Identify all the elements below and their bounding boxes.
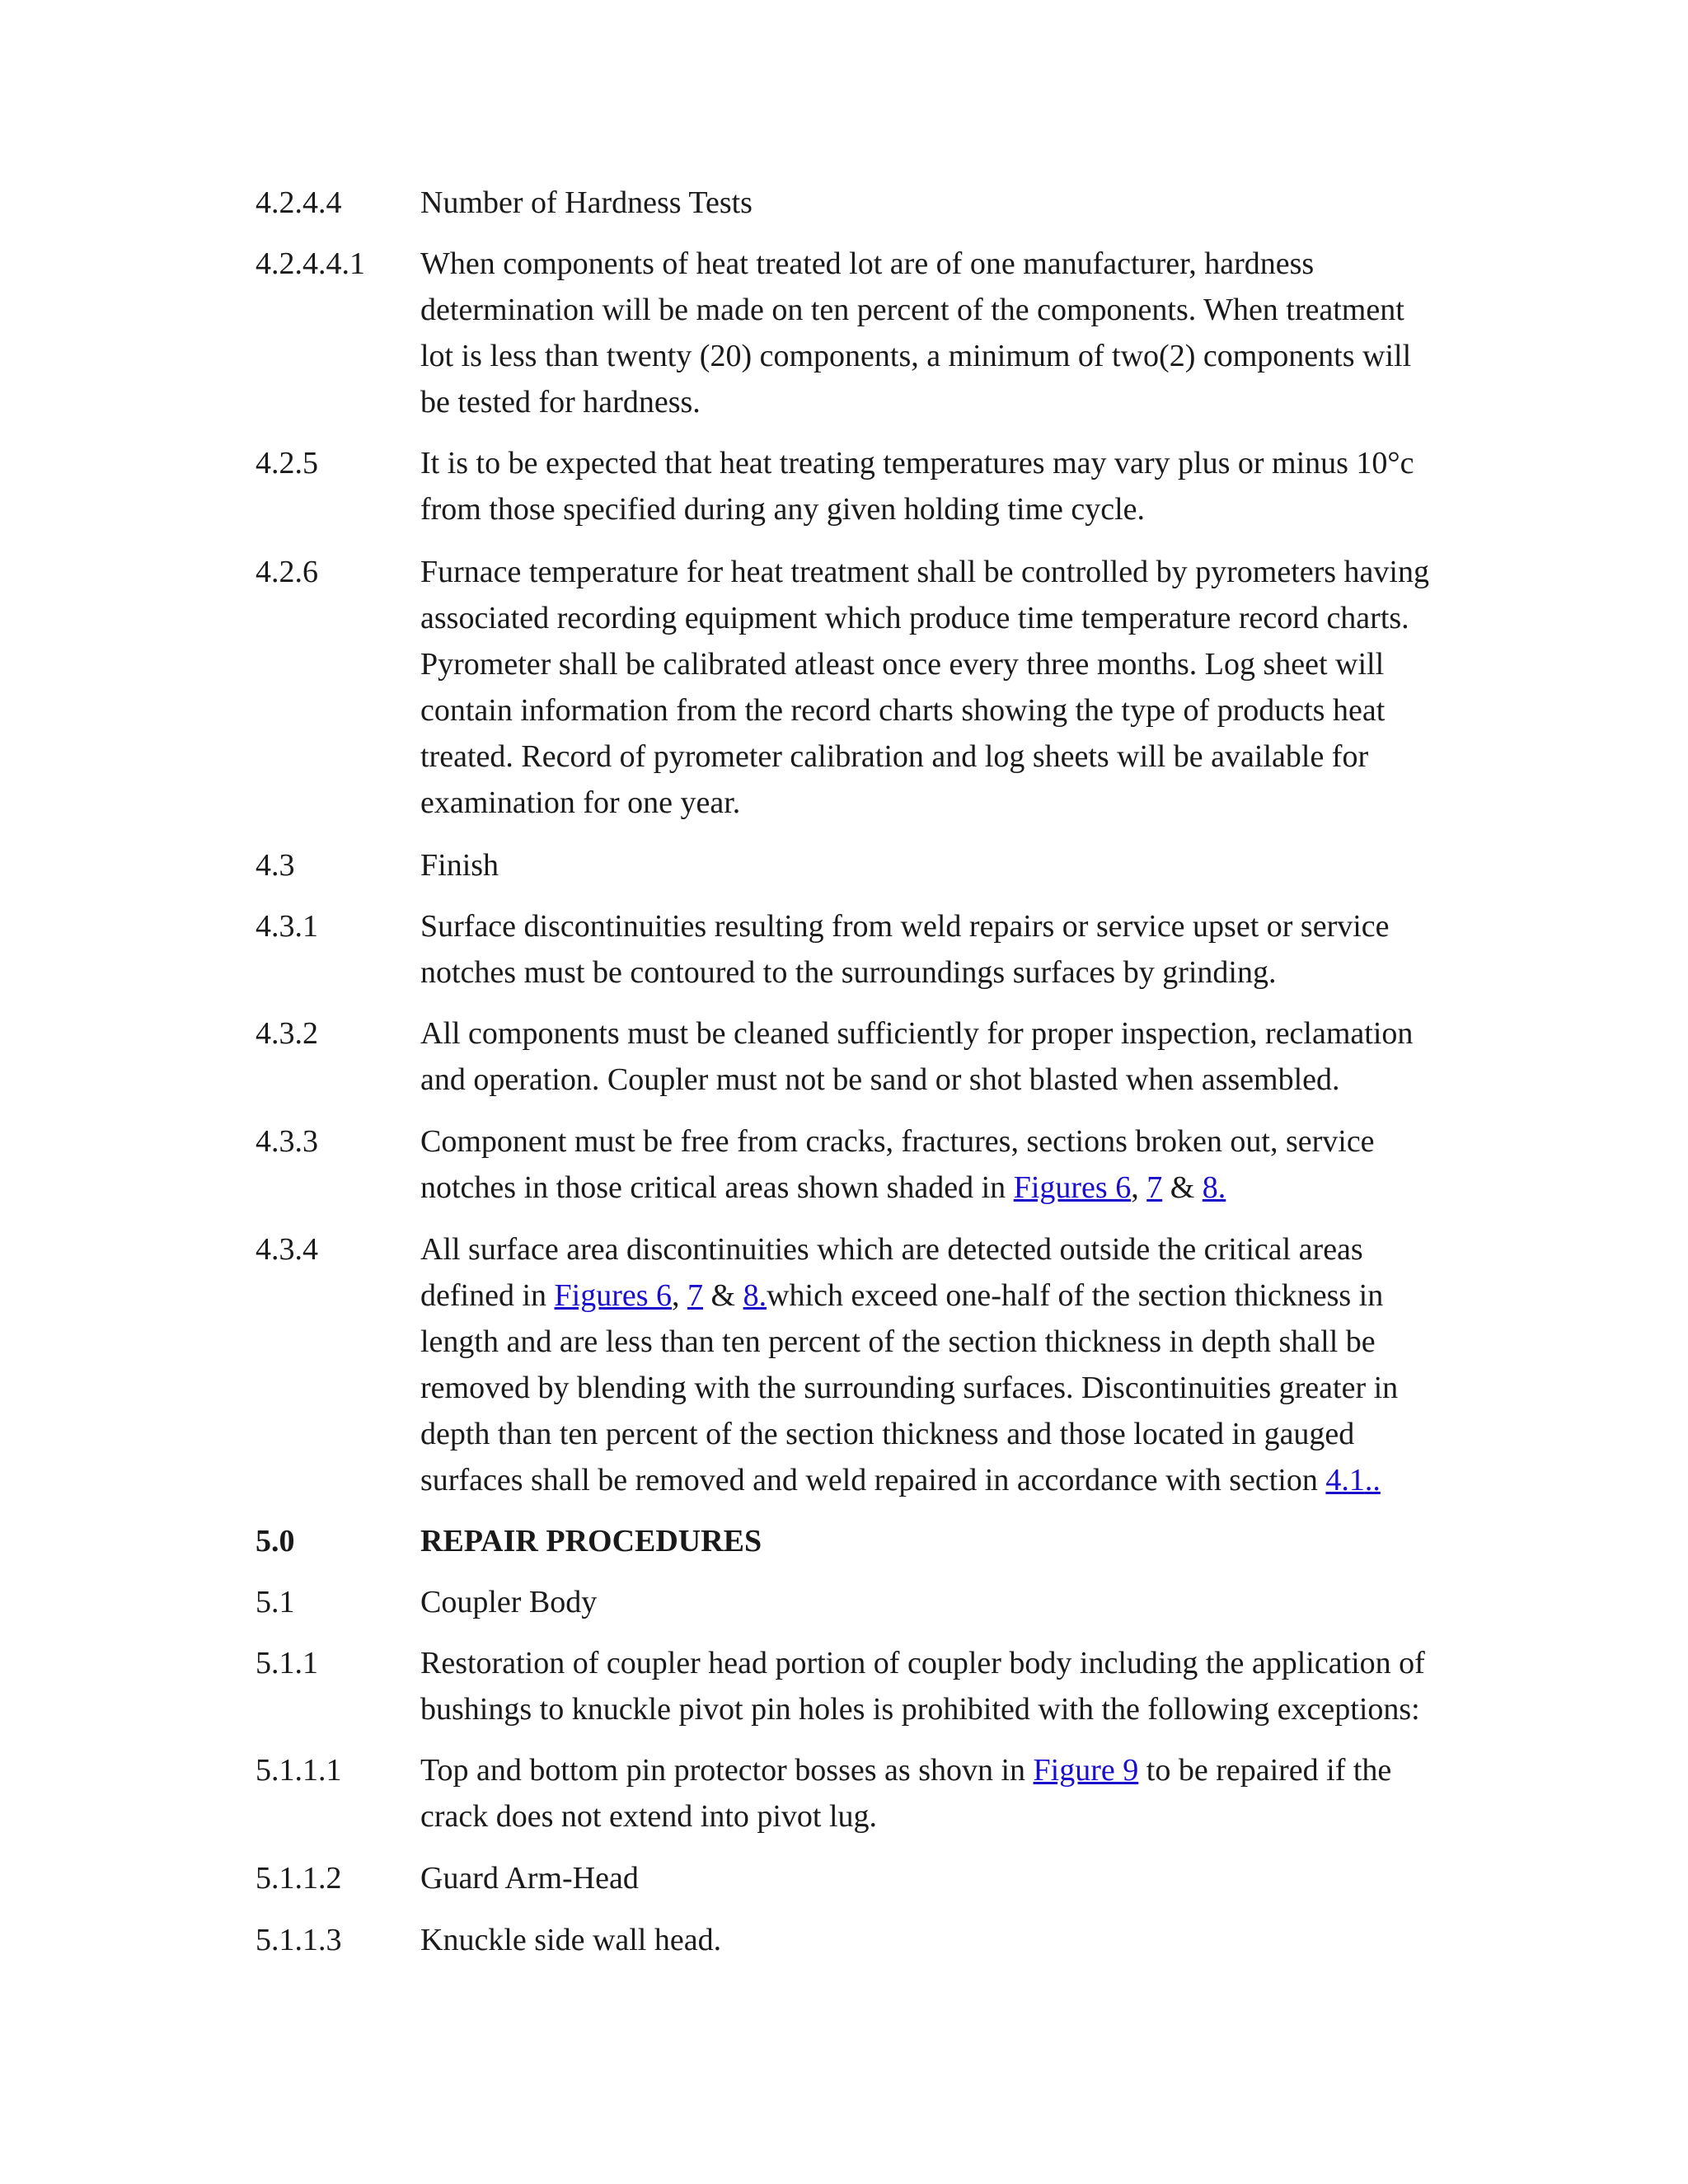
clause-text: Number of Hardness Tests xyxy=(420,185,753,220)
clause-number: 5.1.1.3 xyxy=(256,1923,342,1957)
clause-5-1 xyxy=(256,1579,1434,1625)
section-heading: REPAIR PROCEDURES xyxy=(420,1524,762,1558)
clause-4-3-4 xyxy=(256,1226,1434,1503)
clause-number: 4.3.2 xyxy=(256,1016,318,1051)
clause-4-3-2 xyxy=(256,1010,1434,1103)
clause-number: 4.2.4.4 xyxy=(256,185,342,220)
clause-4-3-1 xyxy=(256,903,1434,996)
clause-text: Knuckle side wall head. xyxy=(420,1923,722,1957)
clause-text xyxy=(420,1226,1434,1503)
clause-4-2-5 xyxy=(256,440,1434,532)
clause-text: Coupler Body xyxy=(420,1585,598,1619)
clause-4-2-4-4-1 xyxy=(256,241,1434,425)
clause-text: Restoration of coupler head portion of coupler body including the application of bushings to knuckle pivot pin holes is prohibited with the following exceptions: xyxy=(420,1646,1425,1727)
clause-text: Finish xyxy=(420,848,499,883)
link-figure-8[interactable]: 8. xyxy=(743,1278,767,1313)
clause-number: 4.3 xyxy=(256,848,295,883)
separator: & xyxy=(1162,1170,1203,1205)
clause-text: All components must be cleaned sufficiently for proper inspection, reclamation and operation. Coupler must not be sand or shot blasted when assembled. xyxy=(420,1016,1414,1097)
clause-4-3-3 xyxy=(256,1118,1434,1211)
separator: , xyxy=(672,1278,688,1313)
clause-text xyxy=(420,1118,1434,1211)
clause-4-3 xyxy=(256,842,1434,888)
clause-number: 4.2.4.4.1 xyxy=(256,246,365,281)
clause-text: Guard Arm-Head xyxy=(420,1861,639,1896)
clause-text xyxy=(420,1747,1434,1840)
link-figure-7[interactable]: 7 xyxy=(1146,1170,1163,1205)
separator: , xyxy=(1131,1170,1147,1205)
clause-text-part: to be repaired if the crack does not extend into pivot lug. xyxy=(420,1753,1392,1834)
clause-number: 5.1.1.1 xyxy=(256,1753,342,1788)
link-figures-6[interactable]: Figures 6 xyxy=(554,1278,673,1313)
separator: & xyxy=(703,1278,743,1313)
clause-5-1-1 xyxy=(256,1640,1434,1732)
clause-4-2-4-4 xyxy=(256,180,1434,226)
section-number: 5.0 xyxy=(256,1524,295,1558)
link-figure-8[interactable]: 8. xyxy=(1202,1170,1226,1205)
link-figure-7[interactable]: 7 xyxy=(687,1278,704,1313)
clause-number: 5.1.1 xyxy=(256,1646,318,1680)
clause-text-part: Top and bottom pin protector bosses as shovn in xyxy=(420,1753,1034,1788)
clause-text-part: Component must be free from cracks, fractures, sections broken out, service notches in those critical areas shown shaded in xyxy=(420,1124,1375,1205)
clause-number: 4.3.4 xyxy=(256,1232,318,1267)
clause-text: It is to be expected that heat treating temperatures may vary plus or minus 10°c from those specified during any given holding time cycle. xyxy=(420,446,1414,527)
clause-number: 4.2.6 xyxy=(256,555,318,589)
link-figure-9[interactable]: Figure 9 xyxy=(1033,1753,1139,1788)
clause-text-part: which exceed one-half of the section thickness in length and are less than ten percent of the section thickness in depth shall be removed by blending with the surrounding surfaces. Discontinuities greater in depth than ten percent of the section thickness and those located in gauged surfaces shall be removed and weld repaired in accordance with section xyxy=(420,1278,1399,1497)
clause-text: Surface discontinuities resulting from weld repairs or service upset or service notches must be contoured to the surroundings surfaces by grinding. xyxy=(420,909,1390,990)
clause-number: 5.1 xyxy=(256,1585,295,1619)
clause-5-1-1-3 xyxy=(256,1917,1434,1963)
clause-5-1-1-2 xyxy=(256,1855,1434,1901)
link-figures-6[interactable]: Figures 6 xyxy=(1013,1170,1132,1205)
clause-number: 4.3.1 xyxy=(256,909,318,944)
link-section-4-1[interactable]: 4.1 xyxy=(1325,1463,1365,1497)
clause-number: 4.3.3 xyxy=(256,1124,318,1159)
clause-number: 4.2.5 xyxy=(256,446,318,480)
clause-5-0 xyxy=(256,1518,1434,1564)
clause-text: Furnace temperature for heat treatment shall be controlled by pyrometers having associated recording equipment which produce time temperature record charts. Pyrometer shall be calibrated atleast once every three months. Log sheet will contain information from the record charts showing the type of products heat treated. Record of pyrometer calibration and log sheets will be available for examination for one year. xyxy=(420,555,1429,820)
clause-text: When components of heat treated lot are of one manufacturer, hardness determination will be made on ten percent of the components. When treatment lot is less than twenty (20) components, a minimum of two(2) components will be tested for hardness. xyxy=(420,246,1412,419)
clause-4-2-6 xyxy=(256,549,1434,826)
link-section-4-1-tail[interactable]: .. xyxy=(1364,1463,1381,1497)
clause-text-part: All surface area discontinuities which are detected outside the critical areas defined in xyxy=(420,1232,1363,1313)
clause-number: 5.1.1.2 xyxy=(256,1861,342,1896)
clause-5-1-1-1 xyxy=(256,1747,1434,1840)
